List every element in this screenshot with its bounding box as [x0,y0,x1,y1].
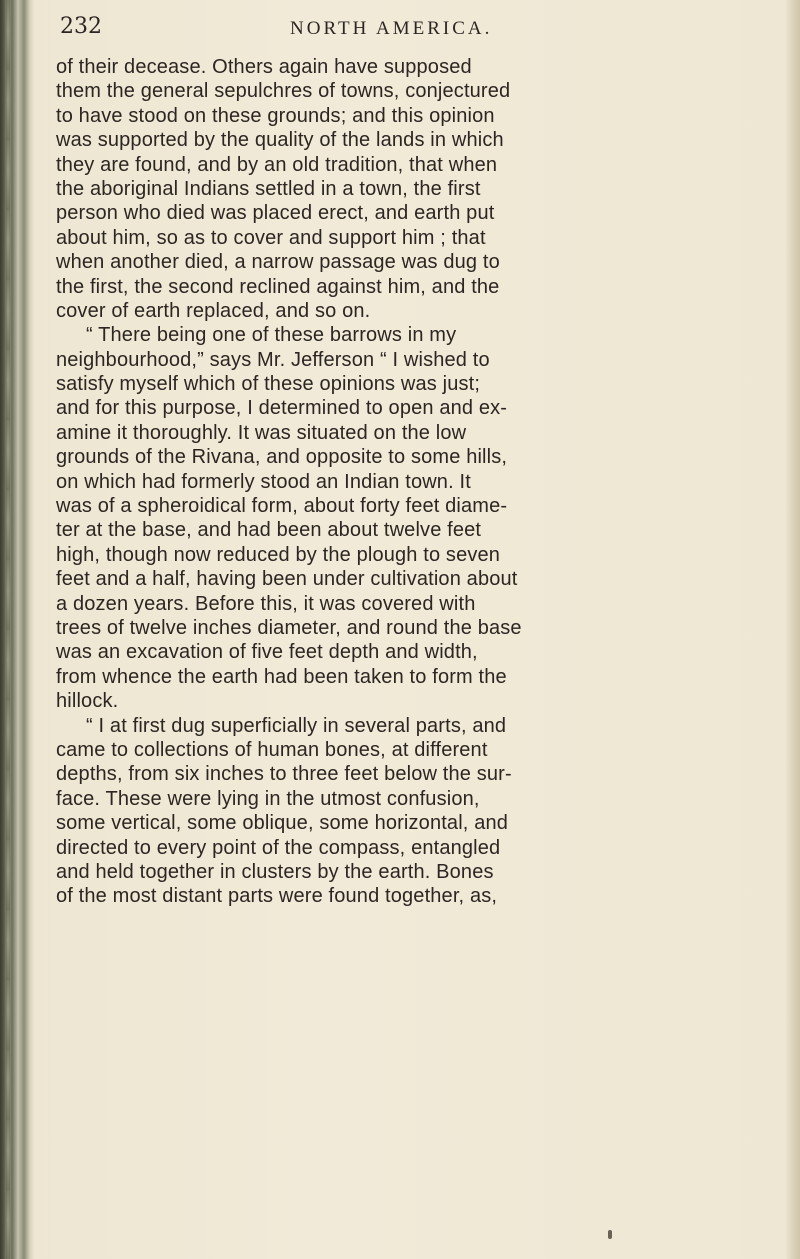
text-line: and held together in clusters by the earth. Bones [56,860,494,883]
text-line: person who died was placed erect, and earth put [56,202,495,225]
text-line: hillock. [56,690,119,713]
text-line: when another died, a narrow passage was dug to [56,251,500,274]
text-line: feet and a half, having been under cultivation about [56,568,518,591]
text-line: neighbourhood,” says Mr. Jefferson “ I wished to [56,348,490,371]
text-line: the aboriginal Indians settled in a town, the first [56,177,481,200]
text-line: of their decease. Others again have supposed [56,56,472,78]
text-line: face. These were lying in the utmost confusion, [56,787,480,810]
text-line: grounds of the Rivana, and opposite to some hills, [56,446,508,469]
text-line: and for this purpose, I determined to open and ex- [56,397,508,420]
body-text [56,55,756,909]
ink-speck [608,1230,612,1239]
page-header [60,14,760,46]
text-line: satisfy myself which of these opinions was just; [56,373,481,396]
text-line: “ I at first dug superficially in several parts, and [86,714,507,737]
page-edge [786,0,800,1259]
text-line: was an excavation of five feet depth and width, [56,641,478,664]
text-line: directed to every point of the compass, entangled [56,836,501,859]
text-line: to have stood on these grounds; and this opinion [56,104,495,127]
gutter-shadow [6,0,10,1259]
text-line: was supported by the quality of the lands in which [56,129,504,152]
text-line: depths, from six inches to three feet below the sur- [56,763,512,786]
text-line: a dozen years. Before this, it was covered with [56,592,476,615]
page-number: 232 [60,14,102,39]
text-line: about him, so as to cover and support him ; that [56,226,486,249]
running-head: NORTH AMERICA. [290,18,493,39]
text-line: the first, the second reclined against him, and the [56,275,500,298]
text-line: trees of twelve inches diameter, and round the base [56,616,522,639]
text-line: was of a spheroidical form, about forty feet diame- [56,495,508,518]
text-line: of the most distant parts were found together, as, [56,885,498,908]
text-line: cover of earth replaced, and so on. [56,299,371,322]
text-line: “ There being one of these barrows in my [86,324,457,347]
text-line: they are found, and by an old tradition, that when [56,153,498,176]
text-line: high, though now reduced by the plough to seven [56,543,501,566]
text-line: amine it thoroughly. It was situated on the low [56,421,467,444]
text-line: them the general sepulchres of towns, conjectured [56,80,511,103]
text-line: came to collections of human bones, at different [56,738,488,761]
text-line: on which had formerly stood an Indian town. It [56,470,471,493]
text-line: ter at the base, and had been about twelve feet [56,519,482,542]
book-gutter [0,0,34,1259]
text-line: some vertical, some oblique, some horizontal, and [56,812,509,835]
text-line: from whence the earth had been taken to form the [56,665,507,688]
